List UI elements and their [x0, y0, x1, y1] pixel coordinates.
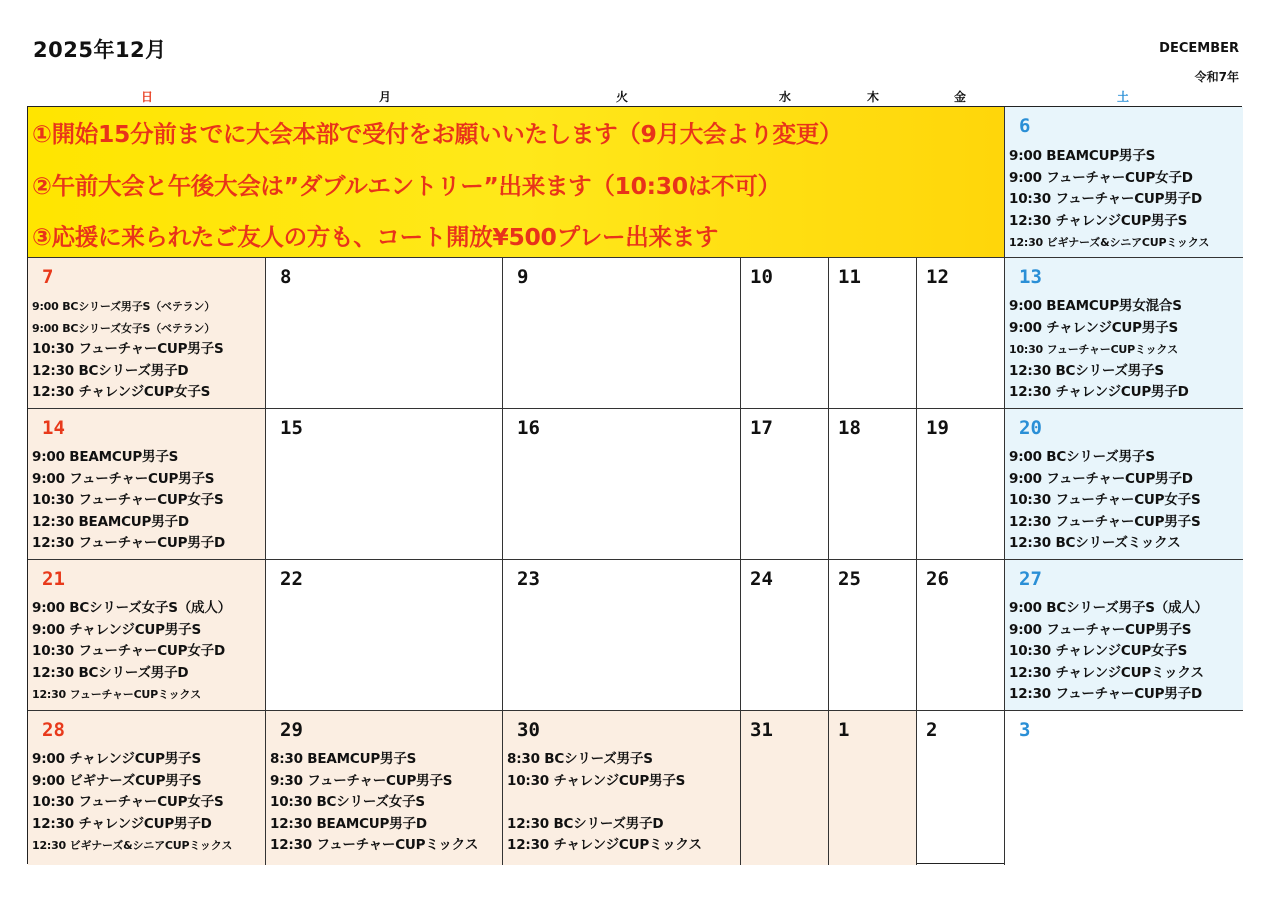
event-item: 10:30 フューチャーCUP女子D [32, 643, 225, 660]
day-number: 21 [42, 568, 65, 590]
day-cell-16[interactable] [503, 409, 741, 560]
day-number: 19 [926, 417, 949, 439]
event-item: 9:00 BCシリーズ男子S（成人） [1009, 600, 1208, 616]
day-cell-30[interactable] [503, 711, 741, 865]
event-item: 10:30 フューチャーCUP女子S [1009, 492, 1201, 509]
day-number: 31 [750, 719, 773, 741]
event-item: 9:00 チャレンジCUP男子S [1009, 319, 1178, 336]
event-list [1009, 296, 1241, 404]
event-item: 9:00 ビギナーズCUP男子S [32, 772, 202, 789]
day-number: 3 [1019, 719, 1031, 741]
day-number: 9 [517, 266, 529, 288]
day-number: 13 [1019, 266, 1042, 288]
day-cell-18[interactable] [829, 409, 917, 560]
day-number: 14 [42, 417, 65, 439]
weekday-fri: 金 [953, 90, 967, 104]
day-number: 22 [280, 568, 303, 590]
day-number: 23 [517, 568, 540, 590]
day-number: 25 [838, 568, 861, 590]
event-item: 12:30 BCシリーズ男子S [1009, 362, 1164, 379]
event-item: 9:00 フューチャーCUP男子S [1009, 621, 1192, 638]
day-number: 20 [1019, 417, 1042, 439]
event-item: 10:30 フューチャーCUP男子S [32, 341, 224, 358]
event-item: 12:30 チャレンジCUPミックス [507, 837, 702, 854]
day-cell-22[interactable] [266, 560, 503, 711]
notice-line-3: ③応援に来られたご友人の方も、コート開放¥500プレー出来ます [32, 223, 719, 251]
day-number: 1 [838, 719, 850, 741]
event-item: 12:30 フューチャーCUPミックス [32, 688, 201, 702]
event-item: 8:30 BCシリーズ男子S [507, 751, 653, 767]
day-cell-14[interactable] [28, 409, 266, 560]
day-cell-jan-3[interactable] [1005, 711, 1243, 865]
event-item: 9:30 フューチャーCUP男子S [270, 772, 453, 789]
day-number: 26 [926, 568, 949, 590]
event-list [32, 296, 263, 404]
era-label: 令和7年 [1194, 70, 1239, 84]
event-list [270, 749, 500, 857]
weekday-thu: 木 [866, 90, 880, 104]
event-item: 12:30 フューチャーCUP男子D [32, 535, 225, 552]
day-cell-31[interactable] [741, 711, 829, 865]
event-item: 10:30 フューチャーCUP女子S [32, 794, 224, 811]
day-cell-28[interactable] [28, 711, 266, 865]
event-item: 10:30 フューチャーCUP女子S [32, 492, 224, 509]
event-item: 12:30 BCシリーズ男子D [32, 664, 189, 681]
event-list [1009, 598, 1241, 706]
day-cell-6[interactable] [1005, 107, 1243, 258]
month-english: DECEMBER [1159, 41, 1239, 56]
event-item: 8:30 BEAMCUP男子S [270, 751, 417, 767]
event-item: 9:00 チャレンジCUP男子S [32, 621, 201, 638]
notice-line-2: ②午前大会と午後大会は”ダブルエントリー”出来ます（10:30は不可） [32, 172, 781, 200]
event-item: 10:30 チャレンジCUP男子S [507, 772, 686, 789]
day-cell-11[interactable] [829, 258, 917, 409]
event-list [32, 598, 263, 706]
day-cell-9[interactable] [503, 258, 741, 409]
day-cell-27[interactable] [1005, 560, 1243, 711]
event-item: 9:00 BCシリーズ女子S（ベテラン） [32, 321, 216, 335]
day-number: 16 [517, 417, 540, 439]
event-item: 9:00 BEAMCUP男子S [32, 449, 179, 465]
day-number: 30 [517, 719, 540, 741]
event-item: 10:30 フューチャーCUPミックス [1009, 343, 1178, 357]
event-list [507, 749, 738, 857]
event-item: 12:30 チャレンジCUPミックス [1009, 664, 1204, 681]
event-item: 12:30 BCシリーズ男子D [32, 362, 189, 379]
event-item: 10:30 チャレンジCUP女子S [1009, 643, 1188, 660]
event-list [32, 749, 263, 857]
day-cell-24[interactable] [741, 560, 829, 711]
event-list [1009, 146, 1241, 254]
day-number: 24 [750, 568, 773, 590]
event-item: 12:30 ビギナーズ&シニアCUPミックス [32, 839, 233, 853]
day-cell-17[interactable] [741, 409, 829, 560]
day-number: 29 [280, 719, 303, 741]
calendar-title: 2025年12月 [33, 38, 167, 62]
event-list [32, 447, 263, 555]
day-cell-8[interactable] [266, 258, 503, 409]
event-item: 12:30 チャレンジCUP男子S [1009, 212, 1188, 229]
day-number: 27 [1019, 568, 1042, 590]
day-number: 28 [42, 719, 65, 741]
event-item: 12:30 BCシリーズミックス [1009, 535, 1181, 552]
event-item: 12:30 チャレンジCUP男子D [1009, 384, 1189, 401]
event-item: 9:00 フューチャーCUP男子D [1009, 470, 1193, 487]
day-number: 17 [750, 417, 773, 439]
day-number: 11 [838, 266, 861, 288]
event-item: 10:30 フューチャーCUP男子D [1009, 191, 1202, 208]
day-cell-29[interactable] [266, 711, 503, 865]
day-number: 8 [280, 266, 292, 288]
event-item-empty [507, 792, 738, 814]
event-item: 12:30 BEAMCUP男子D [270, 815, 427, 832]
day-number: 6 [1019, 115, 1031, 137]
event-item: 9:00 フューチャーCUP男子S [32, 470, 215, 487]
event-item: 9:00 BEAMCUP男女混合S [1009, 298, 1182, 314]
day-cell-jan-2[interactable] [917, 711, 1005, 865]
day-number: 7 [42, 266, 54, 288]
day-cell-19[interactable] [917, 409, 1005, 560]
event-item: 10:30 BCシリーズ女子S [270, 794, 425, 811]
day-number: 15 [280, 417, 303, 439]
day-cell-26[interactable] [917, 560, 1005, 711]
weekday-wed: 水 [778, 90, 792, 104]
day-cell-7[interactable] [28, 258, 266, 409]
event-list [1009, 447, 1241, 555]
event-item: 12:30 フューチャーCUP男子S [1009, 513, 1201, 530]
weekday-sun: 日 [140, 90, 154, 104]
event-item: 9:00 BEAMCUP男子S [1009, 148, 1156, 164]
calendar-grid [27, 106, 1242, 864]
day-number: 18 [838, 417, 861, 439]
notice-line-1: ①開始15分前までに大会本部で受付をお願いいたします（9月大会より変更） [32, 120, 843, 148]
event-item: 12:30 BCシリーズ男子D [507, 815, 664, 832]
event-item: 12:30 フューチャーCUP男子D [1009, 686, 1202, 703]
day-cell-20[interactable] [1005, 409, 1243, 560]
event-item: 9:00 BCシリーズ女子S（成人） [32, 600, 231, 616]
event-item: 12:30 チャレンジCUP女子S [32, 384, 211, 401]
event-item: 9:00 フューチャーCUP女子D [1009, 169, 1193, 186]
event-item: 12:30 ビギナーズ&シニアCUPミックス [1009, 236, 1210, 250]
weekday-mon: 月 [378, 90, 392, 104]
day-number: 12 [926, 266, 949, 288]
weekday-tue: 火 [615, 90, 629, 104]
event-item: 12:30 BEAMCUP男子D [32, 513, 189, 530]
event-item: 12:30 チャレンジCUP男子D [32, 815, 212, 832]
day-cell-12[interactable] [917, 258, 1005, 409]
day-cell-23[interactable] [503, 560, 741, 711]
day-cell-jan-1[interactable] [829, 711, 917, 865]
day-number: 2 [926, 719, 938, 741]
weekday-sat: 土 [1116, 90, 1130, 104]
day-cell-21[interactable] [28, 560, 266, 711]
day-cell-25[interactable] [829, 560, 917, 711]
day-cell-10[interactable] [741, 258, 829, 409]
day-cell-13[interactable] [1005, 258, 1243, 409]
event-item: 9:00 BCシリーズ男子S [1009, 449, 1155, 465]
event-item: 9:00 チャレンジCUP男子S [32, 751, 201, 767]
notice-banner [28, 107, 1005, 258]
event-item: 9:00 BCシリーズ男子S（ベテラン） [32, 300, 216, 313]
event-item: 12:30 フューチャーCUPミックス [270, 837, 479, 854]
day-number: 10 [750, 266, 773, 288]
day-cell-15[interactable] [266, 409, 503, 560]
